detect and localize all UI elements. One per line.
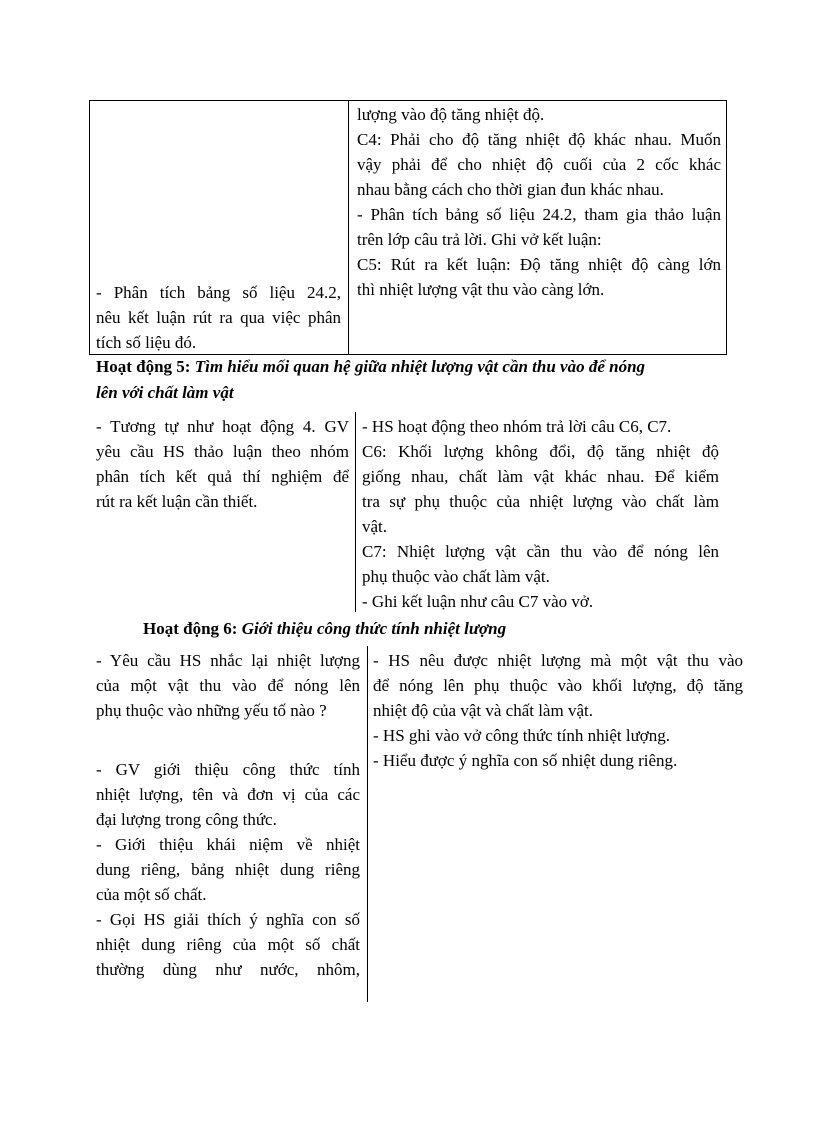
text-line: vậy phải để cho nhiệt độ cuối của 2 cốc khác (357, 155, 721, 174)
text-line: rút ra kết luận cần thiết. (96, 492, 258, 511)
activity5-left-column (96, 414, 349, 514)
activity5-column-divider (355, 412, 356, 612)
text-line: giống nhau, chất làm vật khác nhau. Để kiểm (362, 467, 719, 486)
text-line: đại lượng trong công thức. (96, 810, 277, 829)
activity5-label: Hoạt động 5: (96, 357, 195, 376)
text-line: tích số liệu đó. (96, 333, 197, 352)
text-line: nêu kết luận rút ra qua việc phân (96, 308, 341, 327)
activity4-left-column (96, 280, 341, 355)
activity6-title: Giới thiệu công thức tính nhiệt lượng (241, 619, 507, 638)
activity6-heading (143, 616, 506, 642)
text-line: C5: Rút ra kết luận: Độ tăng nhiệt độ càng lớn (357, 255, 721, 274)
text-line: - HS ghi vào vở công thức tính nhiệt lượng. (373, 726, 671, 745)
text-line: - HS nêu được nhiệt lượng mà một vật thu vào (373, 651, 743, 670)
text-line: vật. (362, 517, 388, 536)
text-line: - Tương tự như hoạt động 4. GV (96, 417, 349, 436)
activity6-label: Hoạt động 6: (143, 619, 242, 638)
text-line: - Gọi HS giải thích ý nghĩa con số (96, 910, 360, 929)
text-line: thường dùng như nước, nhôm, (96, 960, 360, 979)
activity5-heading (96, 354, 645, 380)
text-line: để nóng lên phụ thuộc vào khối lượng, độ tăng (373, 676, 743, 695)
text-line: nhiệt dung riêng của một số chất (96, 935, 360, 954)
activity6-left-block1 (96, 648, 360, 723)
text-line: của một vật thu vào để nóng lên (96, 676, 360, 695)
text-line: - Phân tích bảng số liệu 24.2, (96, 283, 341, 302)
text-line: - Phân tích bảng số liệu 24.2, tham gia thảo luận (357, 205, 721, 224)
text-line: phụ thuộc vào những yếu tố nào ? (96, 701, 327, 720)
text-line: yêu cầu HS thảo luận theo nhóm (96, 442, 349, 461)
text-line: C4: Phải cho độ tăng nhiệt độ khác nhau. Muốn (357, 130, 721, 149)
activity4-right-column (357, 102, 721, 302)
activity6-column-divider (367, 646, 368, 1002)
text-line: - Ghi kết luận như câu C7 vào vở. (362, 592, 594, 611)
activity5-title-line1: Tìm hiểu mối quan hệ giữa nhiệt lượng vật cần thu vào để nóng (194, 357, 646, 376)
activity5-right-column (362, 414, 719, 614)
text-line: - GV giới thiệu công thức tính (96, 760, 360, 779)
activity5-heading-cont (96, 380, 234, 406)
text-line: trên lớp câu trả lời. Ghi vở kết luận: (357, 230, 602, 249)
text-line: - Yêu cầu HS nhắc lại nhiệt lượng (96, 651, 360, 670)
text-line: lượng vào độ tăng nhiệt độ. (357, 105, 545, 124)
activity5-title-line2: lên với chất làm vật (96, 383, 234, 402)
text-line: C6: Khối lượng không đổi, độ tăng nhiệt độ (362, 442, 719, 461)
text-line: phụ thuộc vào chất làm vật. (362, 567, 550, 586)
text-line: dung riêng, bảng nhiệt dung riêng (96, 860, 360, 879)
activity6-right-column (373, 648, 743, 773)
text-line: thì nhiệt lượng vật thu vào càng lớn. (357, 280, 605, 299)
text-line: của một số chất. (96, 885, 207, 904)
column-divider (348, 101, 349, 354)
text-line: - Giới thiệu khái niệm về nhiệt (96, 835, 360, 854)
text-line: nhiệt độ của vật và chất làm vật. (373, 701, 593, 720)
text-line: - Hiểu được ý nghĩa con số nhiệt dung riêng. (373, 751, 678, 770)
text-line: nhiệt lượng, tên và đơn vị của các (96, 785, 360, 804)
text-line: phân tích kết quả thí nghiệm để (96, 467, 349, 486)
text-line: tra sự phụ thuộc của nhiệt lượng vào chất làm (362, 492, 719, 511)
text-line: - HS hoạt động theo nhóm trả lời câu C6, C7. (362, 417, 672, 436)
activity6-left-block2 (96, 757, 360, 982)
text-line: C7: Nhiệt lượng vật cần thu vào để nóng lên (362, 542, 719, 561)
text-line: nhau bằng cách cho thời gian đun khác nhau. (357, 180, 664, 199)
